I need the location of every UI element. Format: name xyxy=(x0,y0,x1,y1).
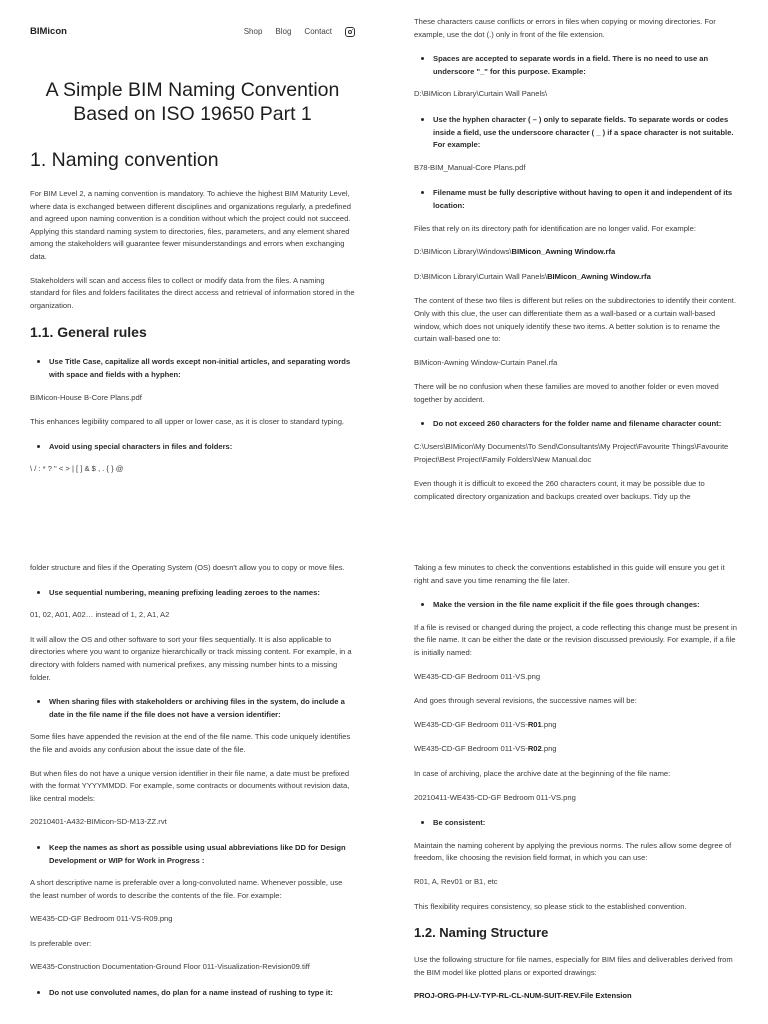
rule-list xyxy=(414,598,738,612)
example-text: \ / : * ? " < > | [ ] & $ , . { } @ xyxy=(30,464,124,474)
page-panel-3 xyxy=(0,548,384,1024)
example-revision xyxy=(414,719,738,732)
rule-item: • Be consistent: xyxy=(433,816,738,830)
rule-item: • Keep the names as short as possible using usual abbreviations like DD for Design Development or WIP for Work in Progress : xyxy=(49,841,355,867)
section-heading-naming-convention: 1. Naming convention xyxy=(30,149,219,171)
structure-code: PROJ-ORG-PH-LV-TYP-RL-CL-NUM-SUIT-REV.File Extension xyxy=(414,991,632,1001)
example-text: R01, A, Rev01 or B1, etc xyxy=(414,876,498,886)
example-path xyxy=(414,246,738,259)
page-panel-2 xyxy=(384,0,768,530)
rule-list xyxy=(30,355,355,381)
rule-item: • When sharing files with stakeholders or archiving files in the system, do include a date in the file name if the file does not have a version identifier: xyxy=(49,695,355,721)
rule-list xyxy=(30,841,355,867)
site-logo[interactable]: BIMicon xyxy=(30,25,67,37)
rule-list xyxy=(414,52,738,78)
paragraph: But when files do not have a unique version identifier in their file name, a date must be prefixed with the format YYYYMMDD. For example, some contracts or documents without revision data, like central models: xyxy=(30,768,350,803)
paragraph: For BIM Level 2, a naming convention is mandatory. To achieve the highest BIM Maturity Level, where data is exchanged between different disciplines and organizations regularly, a predefined and agreed upon naming convention is a condition without which the project could not succeed. Applying this standard naming system to directories, files, parameters, and any element shared among the stakeholders will guarantee fewer misunderstandings and errors when exchanging data. xyxy=(30,189,351,261)
paragraph: The content of these two files is different but relies on the subdirectories to identify their content. Only with this clue, the user can differentiate them as a wall-based or a curtain wall-based window, which does not uniquely identify these two items. A better solution is to rename the curtain wall-based one to: xyxy=(414,296,736,344)
rule-item: • Use Title Case, capitalize all words except non-initial articles, and separating words with space and fields with a hyphen: xyxy=(49,355,355,381)
paragraph: This enhances legibility compared to all upper or lower case, as it is closer to standard typing. xyxy=(30,417,345,427)
example-path xyxy=(414,271,738,284)
rule-list xyxy=(30,586,355,600)
paragraph: These characters cause conflicts or errors in files when copying or moving directories. For example, use the dot (.) only in front of the file extension. xyxy=(414,17,716,39)
nav-contact[interactable]: Contact xyxy=(304,26,332,36)
page-panel-1 xyxy=(0,0,384,530)
example-text: BIMicon-Awning Window-Curtain Panel.rfa xyxy=(414,357,558,367)
rule-list xyxy=(30,440,355,454)
rule-list xyxy=(30,986,355,1000)
naming-structure-code xyxy=(414,990,738,1003)
paragraph: There will be no confusion when these families are moved to another folder or even moved together by accident. xyxy=(414,382,719,404)
example-text: C:\Users\BIMicon\My Documents\To Send\Consultants\My Project\Favourite Things\Favourite Project\Best Project\Family Folders\New Manual.doc xyxy=(414,442,729,464)
page-title: A Simple BIM Naming Convention Based on ISO 19650 Part 1 xyxy=(45,79,340,125)
site-header xyxy=(30,0,355,64)
paragraph: folder structure and files if the Operating System (OS) doesn't allow you to copy or move files. xyxy=(30,563,345,572)
rule-item: • Make the version in the file name explicit if the file goes through changes: xyxy=(433,598,738,612)
section-heading-general-rules: 1.1. General rules xyxy=(30,324,147,341)
paragraph: And goes through several revisions, the successive names will be: xyxy=(414,696,637,706)
example-text: B78-BIM_Manual-Core Plans.pdf xyxy=(414,162,526,172)
rule-list xyxy=(414,113,738,152)
rule-item: • Do not exceed 260 characters for the folder name and filename character count: xyxy=(433,417,738,431)
paragraph: Some files have appended the revision at the end of the file name. This code uniquely identifies the file and avoids any confusion about the issue date of the file. xyxy=(30,732,351,754)
example-text: WE435-Construction Documentation-Ground Floor 011-Visualization-Revision09.tiff xyxy=(30,962,310,972)
revision-prefix: WE435-CD-GF Bedroom 011-VS- xyxy=(414,719,528,729)
revision-code: R01 xyxy=(527,719,542,729)
paragraph: It will allow the OS and other software to sort your files sequentially. It is also applicable to directories where you want to organize hierarchically or track missing content. For example, in a directory with folders named with numerical prefixes, any missing number hints to a missing folder. xyxy=(30,634,352,682)
paragraph: This flexibility requires consistency, so please stick to the established convention. xyxy=(414,901,687,911)
example-text: WE435-CD-GF Bedroom 011-VS-R09.png xyxy=(30,914,173,924)
paragraph: Even though it is difficult to exceed the 260 characters count, it may be possible due to complicated directory organization and backups created over backups. Tidy up the xyxy=(414,479,705,501)
example-text: D:\BIMicon Library\Curtain Wall Panels\ xyxy=(414,89,548,99)
paragraph: Maintain the naming coherent by applying the previous norms. The rules allow some degree of freedom, like choosing the revision field format, in which you can use: xyxy=(414,840,732,863)
instagram-icon[interactable] xyxy=(345,27,355,37)
revision-extension: .png xyxy=(541,744,557,754)
paragraph: Taking a few minutes to check the conventions established in this guide will ensure you get it right and save you time renaming the file later. xyxy=(414,563,725,585)
main-nav xyxy=(244,26,355,39)
rule-item: • Spaces are accepted to separate words in a field. There is no need to use an underscore "_" for this purpose. Example: xyxy=(433,52,738,78)
example-text: 01, 02, A01, A02… instead of 1, 2, A1, A2 xyxy=(30,610,170,620)
rule-list xyxy=(414,186,738,212)
revision-prefix: WE435-CD-GF Bedroom 011-VS- xyxy=(414,744,528,754)
page-panel-4 xyxy=(384,548,768,1024)
paragraph: Files that rely on its directory path for identification are no longer valid. For example: xyxy=(414,223,696,233)
path-filename: BIMicon_Awning Window.rfa xyxy=(511,247,616,257)
rule-list xyxy=(414,816,738,830)
example-text: 20210411-WE435-CD-GF Bedroom 011-VS.png xyxy=(414,792,576,802)
example-text: 20210401-A432-BIMicon-SD-M13-ZZ.rvt xyxy=(30,817,167,827)
paragraph: Use the following structure for file names, especially for BIM files and deliverables derived from the BIM model like plotted plans or exported drawings: xyxy=(414,955,733,977)
paragraph: Is preferable over: xyxy=(30,938,92,948)
paragraph: In case of archiving, place the archive date at the beginning of the file name: xyxy=(414,768,671,778)
rule-item: • Use the hyphen character ( – ) only to separate fields. To separate words or codes inside a field, use the underscore character ( _ ) if a space character is not suitable. For example: xyxy=(433,113,738,152)
rule-item: • Filename must be fully descriptive without having to open it and independent of its location: xyxy=(433,186,738,212)
path-prefix: D:\BIMicon Library\Windows\ xyxy=(414,247,512,257)
nav-blog[interactable]: Blog xyxy=(275,26,292,36)
rule-item: • Do not use convoluted names, do plan for a name instead of rushing to type it: xyxy=(49,986,355,1000)
section-heading-naming-structure: 1.2. Naming Structure xyxy=(414,925,549,941)
paragraph: If a file is revised or changed during the project, a code reflecting this change must be present in the file name. It can be either the date or the revision discussed previously. For example, if a file is initially named: xyxy=(414,622,737,657)
revision-code: R02 xyxy=(527,744,542,754)
paragraph: Stakeholders will scan and access files to collect or modify data from the files. A naming standard for files and folders facilitates the direct access and retrieval of information stored in the organization. xyxy=(30,275,355,310)
rule-item: • Use sequential numbering, meaning prefixing leading zeroes to the names: xyxy=(49,586,355,600)
example-revision xyxy=(414,743,738,756)
paragraph: A short descriptive name is preferable over a long-convoluted name. Whenever possible, use the least number of words to describe the contents of the file. For example: xyxy=(30,878,343,900)
rule-list xyxy=(30,695,355,721)
revision-extension: .png xyxy=(541,719,557,729)
example-text: BIMicon-House B-Core Plans.pdf xyxy=(30,392,142,402)
path-filename: BIMicon_Awning Window.rfa xyxy=(547,271,651,281)
rule-list xyxy=(414,417,738,431)
rule-item: • Avoid using special characters in files and folders: xyxy=(49,440,355,454)
path-prefix: D:\BIMicon Library\Curtain Wall Panels\ xyxy=(414,271,548,281)
nav-shop[interactable]: Shop xyxy=(243,26,263,36)
example-text: WE435-CD-GF Bedroom 011-VS.png xyxy=(414,671,541,681)
